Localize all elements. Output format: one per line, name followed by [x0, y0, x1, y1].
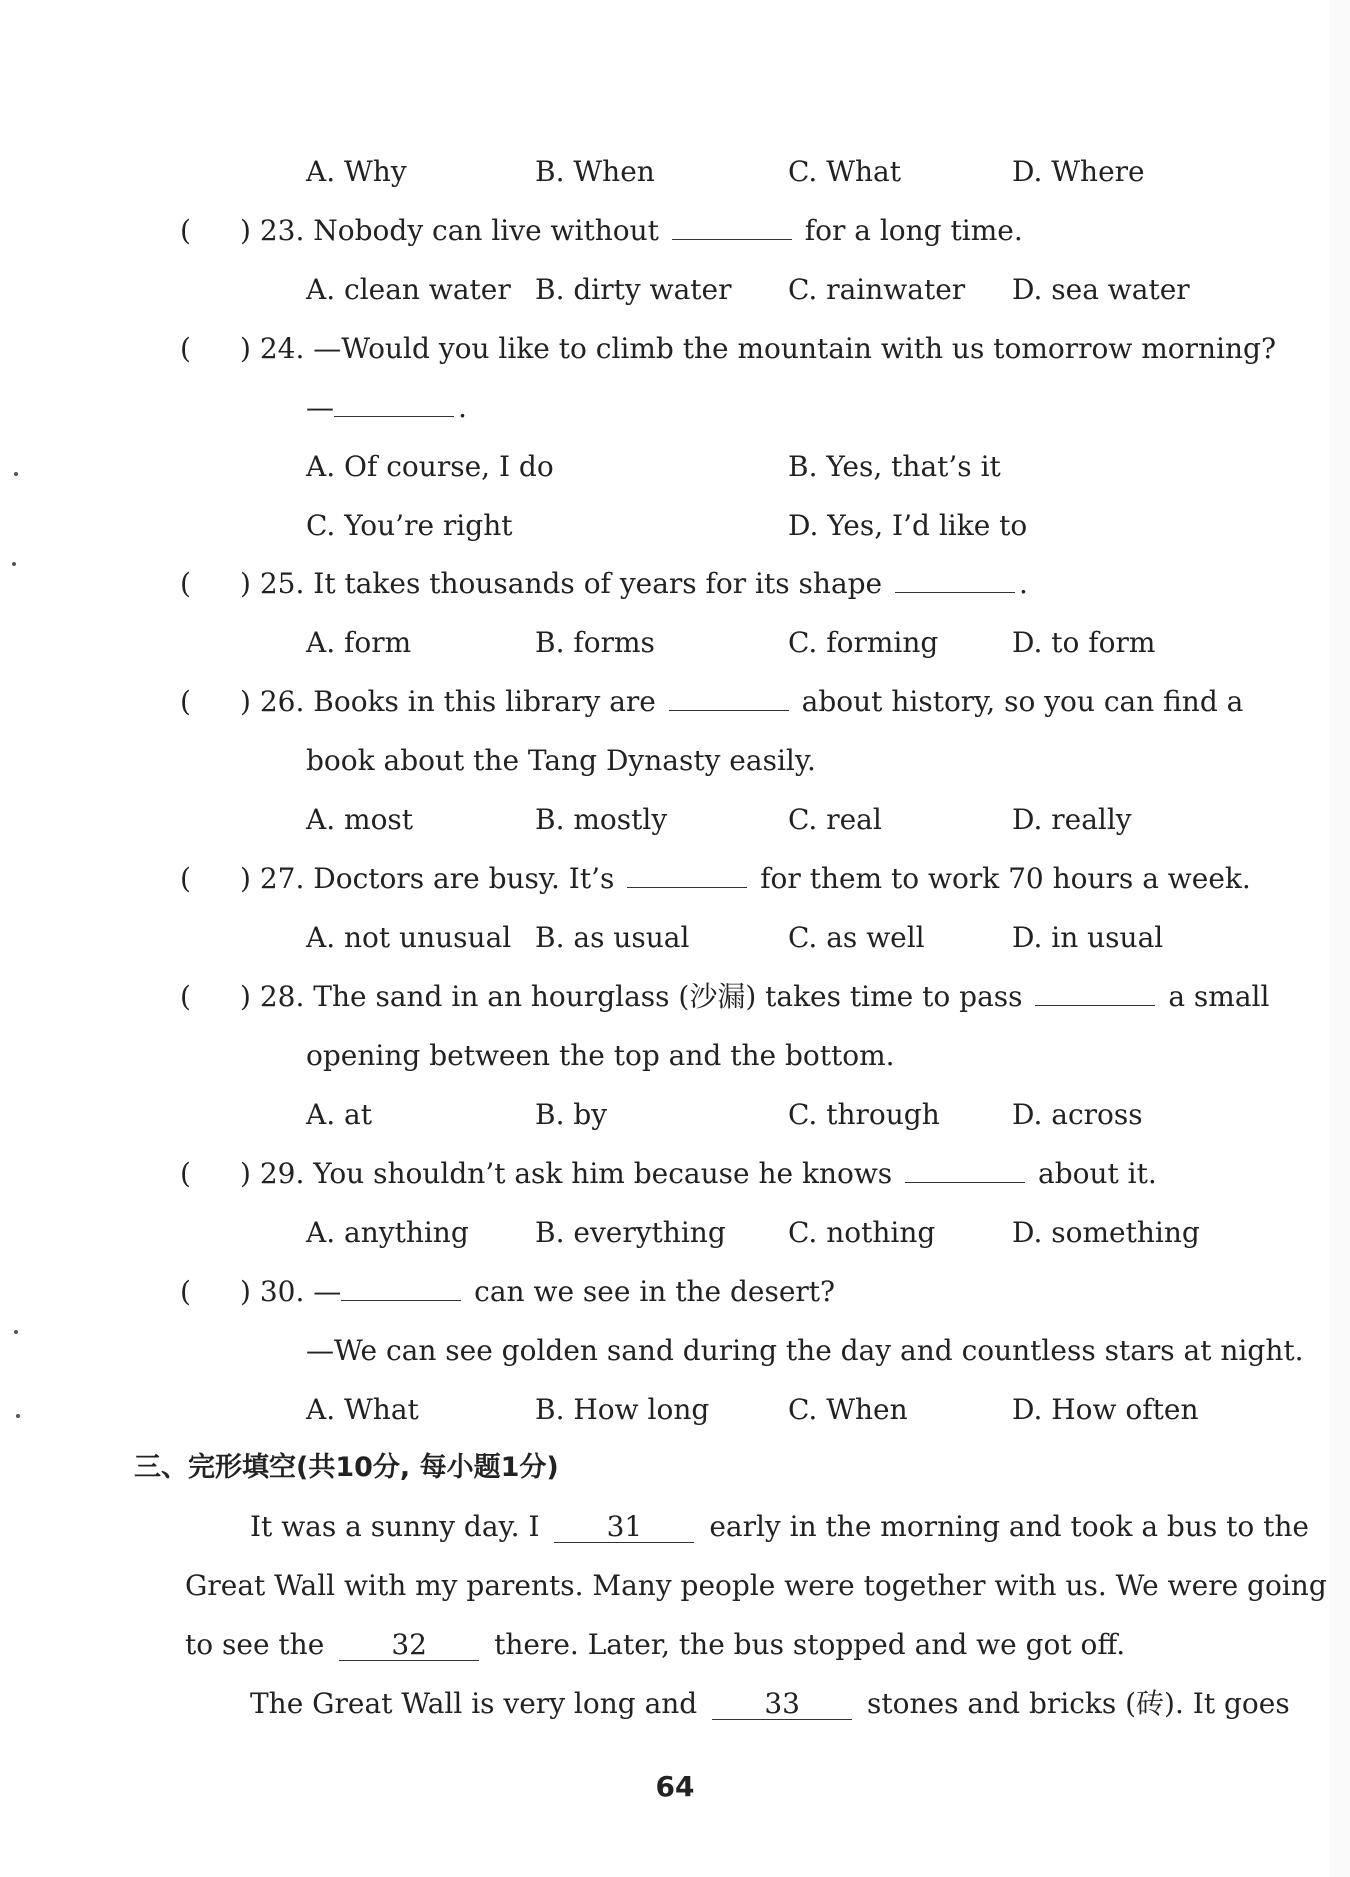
option-a[interactable]: A. at	[306, 1098, 372, 1131]
option-b[interactable]: B. How long	[535, 1393, 710, 1426]
question-number: ) 25.	[240, 567, 305, 600]
option-c[interactable]: C. forming	[788, 626, 939, 659]
option-c[interactable]: C. through	[788, 1098, 940, 1131]
option-b[interactable]: B. as usual	[535, 921, 690, 954]
cloze-blank-33[interactable]: 33	[712, 1689, 852, 1720]
fill-blank[interactable]	[627, 861, 747, 888]
option-a[interactable]: A. Of course, I do	[306, 450, 554, 483]
question-stem: ) 26. Books in this library are about history, so you can find a	[240, 685, 1244, 718]
option-c[interactable]: C. rainwater	[788, 273, 966, 306]
question-number: ) 29.	[240, 1157, 305, 1190]
option-c[interactable]: C. nothing	[788, 1216, 936, 1249]
answer-paren[interactable]: (	[180, 567, 191, 600]
option-d[interactable]: D. Yes, I’d like to	[788, 509, 1028, 542]
option-d[interactable]: D. Where	[1012, 155, 1145, 188]
question-number: ) 27.	[240, 862, 305, 895]
option-a[interactable]: A. anything	[306, 1216, 469, 1249]
answer-paren[interactable]: (	[180, 214, 191, 247]
option-d[interactable]: D. really	[1012, 803, 1132, 836]
question-stem: ) 30. — can we see in the desert?	[240, 1275, 836, 1308]
option-b[interactable]: B. everything	[535, 1216, 726, 1249]
option-c[interactable]: C. You’re right	[306, 509, 513, 542]
fill-blank[interactable]	[905, 1156, 1025, 1183]
reply-line: — .	[306, 391, 467, 424]
margin-dot	[12, 562, 16, 566]
option-a[interactable]: A. What	[306, 1393, 419, 1426]
question-stem: ) 27. Doctors are busy. It’s for them to work 70 hours a week.	[240, 862, 1251, 895]
question-number: ) 28.	[240, 980, 305, 1013]
fill-blank[interactable]	[341, 1274, 461, 1301]
option-d[interactable]: D. in usual	[1012, 921, 1164, 954]
option-c[interactable]: C. as well	[788, 921, 925, 954]
question-stem: ) 23. Nobody can live without for a long time.	[240, 214, 1023, 247]
answer-paren[interactable]: (	[180, 980, 191, 1013]
option-c[interactable]: C. When	[788, 1393, 908, 1426]
option-c[interactable]: C. What	[788, 155, 901, 188]
question-stem: ) 24. —Would you like to climb the mountain with us tomorrow morning?	[240, 332, 1276, 365]
option-c[interactable]: C. real	[788, 803, 882, 836]
option-a[interactable]: A. Why	[306, 155, 407, 188]
passage-line: Great Wall with my parents. Many people were together with us. We were going	[185, 1569, 1327, 1602]
option-a[interactable]: A. clean water	[306, 273, 511, 306]
question-number: ) 30.	[240, 1275, 305, 1308]
page-number: 64	[655, 1770, 695, 1803]
option-d[interactable]: D. across	[1012, 1098, 1143, 1131]
answer-paren[interactable]: (	[180, 1275, 191, 1308]
answer-paren[interactable]: (	[180, 862, 191, 895]
option-b[interactable]: B. forms	[535, 626, 655, 659]
question-stem-line-2: —We can see golden sand during the day and countless stars at night.	[306, 1334, 1304, 1367]
cloze-blank-32[interactable]: 32	[339, 1630, 479, 1661]
option-b[interactable]: B. When	[535, 155, 655, 188]
option-a[interactable]: A. form	[306, 626, 412, 659]
option-a[interactable]: A. most	[306, 803, 414, 836]
option-b[interactable]: B. Yes, that’s it	[788, 450, 1001, 483]
option-d[interactable]: D. to form	[1012, 626, 1156, 659]
margin-dot	[14, 472, 18, 476]
passage-line: It was a sunny day. I 31 early in the morning and took a bus to the	[250, 1510, 1310, 1543]
cloze-blank-31[interactable]: 31	[554, 1512, 694, 1543]
fill-blank[interactable]	[334, 390, 454, 417]
margin-dot	[16, 1414, 20, 1418]
fill-blank[interactable]	[1035, 979, 1155, 1006]
fill-blank[interactable]	[672, 213, 792, 240]
question-stem: ) 28. The sand in an hourglass (沙漏) takes time to pass a small	[240, 980, 1270, 1013]
option-d[interactable]: D. something	[1012, 1216, 1200, 1249]
question-stem-line-2: book about the Tang Dynasty easily.	[306, 744, 816, 777]
question-number: ) 26.	[240, 685, 305, 718]
fill-blank[interactable]	[669, 684, 789, 711]
answer-paren[interactable]: (	[180, 332, 191, 365]
margin-dot	[14, 1330, 18, 1334]
question-number: ) 24.	[240, 332, 305, 365]
question-stem: ) 29. You shouldn’t ask him because he knows about it.	[240, 1157, 1157, 1190]
question-stem: ) 25. It takes thousands of years for its shape .	[240, 567, 1028, 600]
option-b[interactable]: B. dirty water	[535, 273, 732, 306]
option-a[interactable]: A. not unusual	[306, 921, 512, 954]
fill-blank[interactable]	[895, 566, 1015, 593]
question-stem-line-2: opening between the top and the bottom.	[306, 1039, 895, 1072]
option-d[interactable]: D. sea water	[1012, 273, 1190, 306]
answer-paren[interactable]: (	[180, 685, 191, 718]
passage-line: The Great Wall is very long and 33 stones and bricks (砖). It goes	[250, 1687, 1290, 1720]
answer-paren[interactable]: (	[180, 1157, 191, 1190]
question-number: ) 23.	[240, 214, 305, 247]
option-b[interactable]: B. by	[535, 1098, 608, 1131]
option-d[interactable]: D. How often	[1012, 1393, 1199, 1426]
passage-line: to see the 32 there. Later, the bus stopped and we got off.	[185, 1628, 1126, 1661]
option-b[interactable]: B. mostly	[535, 803, 668, 836]
section-title: 三、完形填空(共10分, 每小题1分)	[134, 1452, 559, 1483]
